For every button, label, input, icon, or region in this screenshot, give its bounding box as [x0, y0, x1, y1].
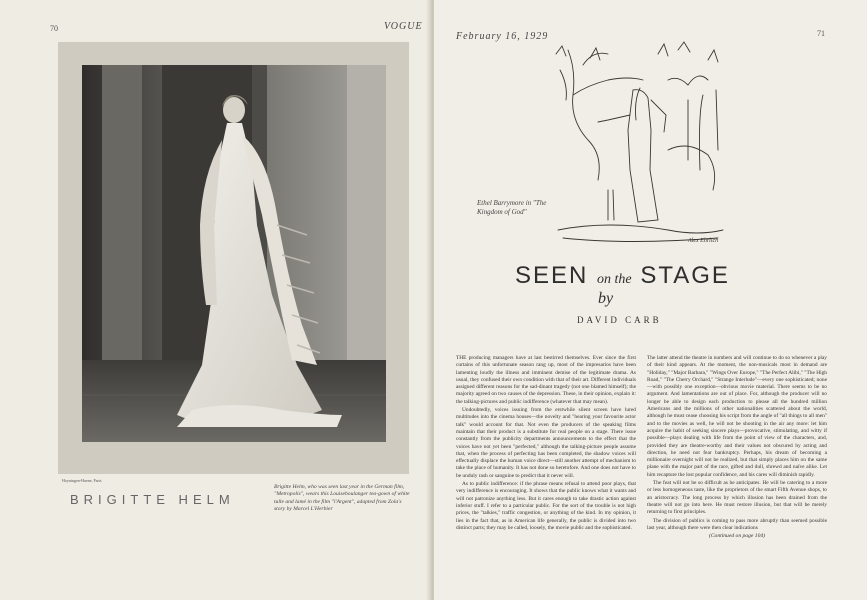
subject-name: BRIGITTE HELM — [70, 492, 235, 507]
portrait-photograph — [82, 65, 386, 442]
title-word-seen: SEEN — [515, 262, 589, 289]
article-paragraph: Undoubtedly, voices issuing from the erstwhile silent screen have lured multitudes into the cinema houses—the novelty and "hearing your favourite actor talk" would account for that. Not even the producers of the speaking films maintain that their product is a substitute for real people on a stage. There issue constantly from the publicity departments announcements to the effect that the voices have not yet been "perfected," although the talking-picture people assume that, when the process of perfecting has been completed, the shadow voices will effectually displace the human voice direct—still another attempt of mechanism to take the place of humanity. It has not done so heretofore. And one does not have to be unduly rash or sanguine to predict that it never will. — [456, 407, 636, 479]
sketch-caption: Ethel Barrymore in "The Kingdom of God" — [477, 199, 547, 216]
right-folio: 71 — [817, 29, 825, 38]
photo-caption: Brigitte Helm, who was seen last year in the German film, "Metropolis", wears this Louiseboulanger tea-gown of white tulle and lamé in the film "l'Argent", adapted from Zola's story by Marcel L'Herbier — [274, 484, 410, 512]
left-page — [0, 0, 430, 600]
photo-credit: Hoyningen-Huene, Paris — [62, 478, 102, 483]
byline-author: DAVID CARB — [577, 315, 662, 325]
artist-signature: Alex Ehrlich — [688, 238, 719, 244]
left-folio: 70 — [50, 24, 58, 33]
right-running-head: February 16, 1929 — [456, 31, 549, 42]
article-paragraph: As to public indifference: if the phrase means refusal to attend poor plays, that very indifference is encouraging. It shows that the public knows what it wants and will not patronize anything less. But it cares enough to take drastic action against inferior stuff. I refer to a particular public. For the sort of the trouble is not high prices, the "talkies," traffic congestion, or anything of the kind. In my opinion, it lies in the fact that, as in American life generally, the public is divided into two distinct parts; they may be called, loosely, the movie public and the sophisticated. — [456, 481, 636, 531]
title-word-stage: STAGE — [640, 262, 730, 289]
left-running-head: VOGUE — [384, 21, 423, 32]
line-drawing-sketch — [548, 40, 728, 250]
article-title — [515, 262, 730, 290]
article-paragraph: The latter attend the theatre in numbers and will continue to do so whenever a play of their kind appears. At the moment, the non-musicals most in demand are "Holiday," "Major Barbara," "Wings Over Europe," "The Perfect Alibi," "The High Road," "The Cherry Orchard," "Strange Interlude"—every one sophisticated; none—with possibly one exception—obvious movie material. There seems to be no argument. And lamentations are out of place. For, although the producer will no longer be able to design each production to please all the hundred million Americans and the millions of other nationalities scattered about the world, although he must cease choosing his script from the angle of "all things to all men" and to the movies as well, he will not be shooting in the air any more: let him acquire the habit of seeking sincere plays—provocative, stimulating, and witty if possible—plays dealing with life from the point of view of the characters, and, provided they are theatre-worthy and their values not obscured by acting and direction, he need not fear bankruptcy. Perhaps, his dream of becoming a millionaire overnight will not be realized, but that simply places him on the same plane with the major part of the race, gifted and dull, shrewd and naïve alike. Let him recapture the lost popular confidence, and his cares will diminish rapidly. — [647, 355, 827, 478]
article-paragraph: The feat will not be so difficult as he anticipates. He will be catering to a more or less homogeneous taste, like the proprietors of the smart Fifth Avenue shops, to an aristocracy. The long process by which illusion has been drained from the theatre will not go into here. He must restore illusion, but that will be merely returning to first principles. — [647, 480, 827, 516]
article-column-1 — [456, 355, 636, 533]
article-paragraph: THE producing managers have at last bestirred themselves. Ever since the first curtains of this unfortunate season rang up, most of the impresarios have been lamenting loudly the illness and imminent demise of the legitimate drama. As usual, they confused their own condition with that of their art. Different individuals assigned different reasons for the sad-dinant tragedy (not one blamed himself); the majority agreed on two causes of the depression. These, in their opinion, explain it: the talking-pictures and public indifference (whatever that may mean). — [456, 355, 636, 405]
article-column-2 — [647, 355, 827, 540]
article-paragraph: The division of publics is coming to pass more abruptly than seemed possible last year, although there were then clear indications — [647, 517, 827, 531]
byline-by: by — [598, 290, 614, 307]
portrait-illustration — [82, 65, 386, 442]
continued-note: (Continued on page 104) — [708, 533, 766, 540]
title-word-on-the: on the — [597, 272, 632, 287]
